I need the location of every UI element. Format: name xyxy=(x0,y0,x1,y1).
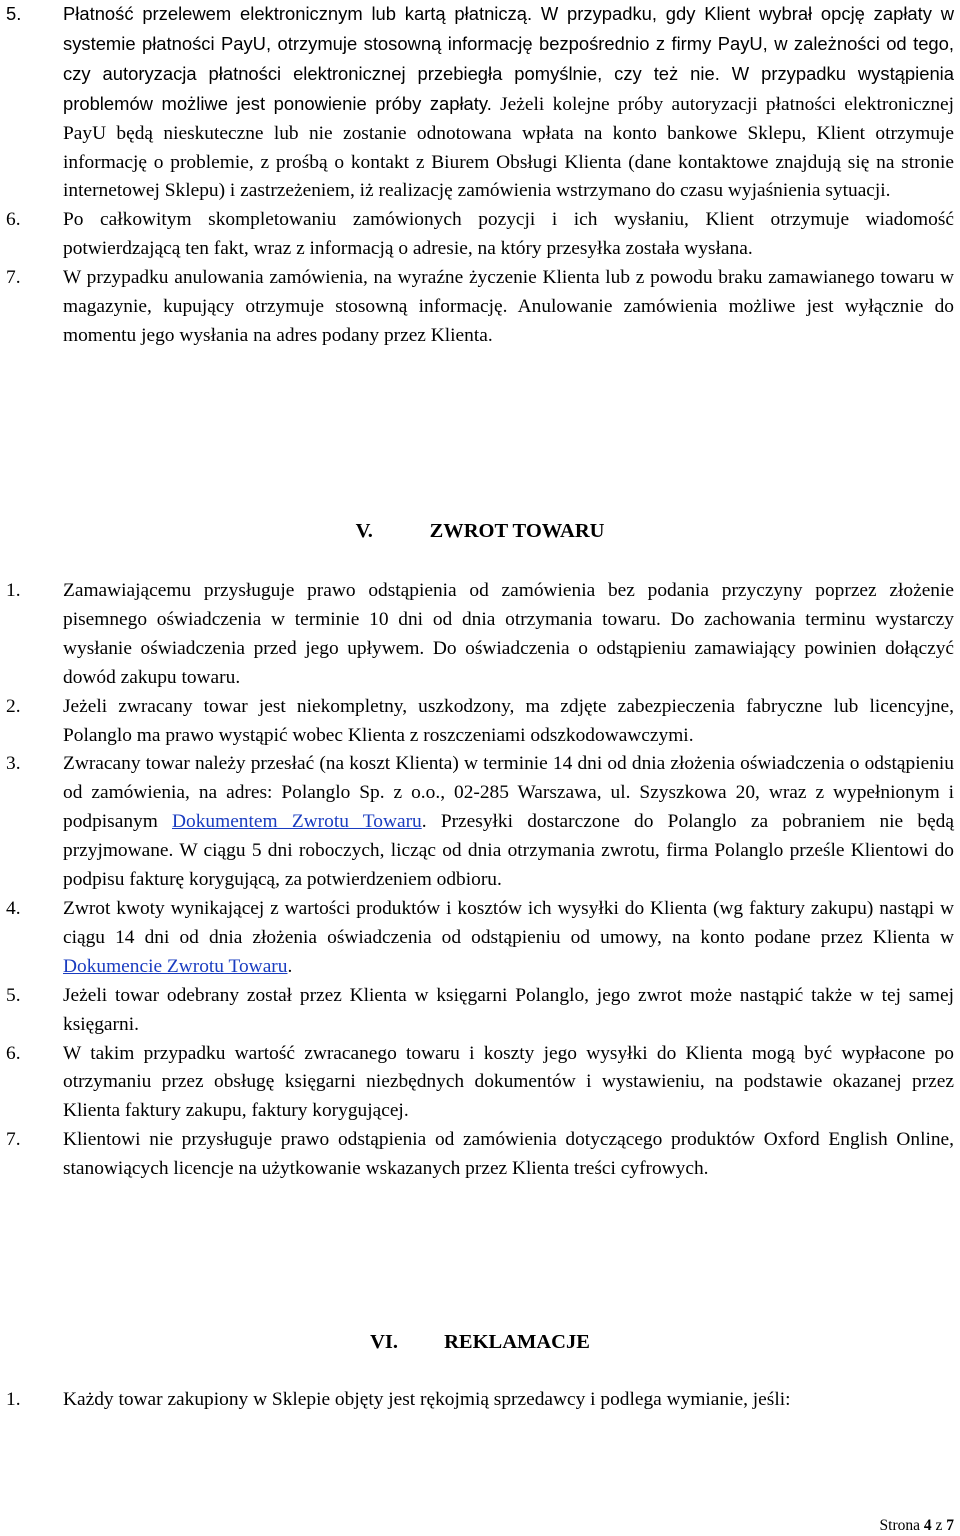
item-number: 4. xyxy=(6,897,21,919)
item-text: . xyxy=(287,955,293,977)
item-text-continuation: Jeżeli kolejne próby autoryzacji płatności elektronicznej PayU będą nieskuteczne lub nie zostanie odnotowana wpłata na konto bankowe Sklepu, Klient otrzymuje informację o problemie, z prośbą o kontakt z Biurem Obsługi Klienta (dane kontaktowe znajdują się na stronie internetowej Sklepu) i zastrzeżeniem, iż realizację zamówienia wstrzymano do czasu wyjaśnienia sytuacji. xyxy=(63,93,955,202)
section-title: REKLAMACJE xyxy=(444,1331,590,1353)
list-item xyxy=(0,1040,960,1127)
item-text: Zamawiającemu przysługuje prawo odstąpienia od zamówienia bez podania przyczyny poprzez złożenie pisemnego oświadczenia w terminie 10 dni od dnia otrzymania towaru. Do zachowania terminu wystarczy wysłanie oświadczenia przed jego upływem. Do oświadczenia o odstąpieniu zamawiający powinien dołączyć dowód zakupu towaru. xyxy=(63,580,954,688)
section-number: VI. xyxy=(370,1331,399,1353)
list-item xyxy=(0,0,960,206)
item-text: Zwrot kwoty wynikającej z wartości produktów i kosztów ich wysyłki do Klienta (wg faktury zakupu) nastąpi w ciągu 14 dni od dnia złożenia oświadczenia od odstąpieniu od umowy, na konto podane przez Klienta w xyxy=(63,897,954,948)
section-title: ZWROT TOWARU xyxy=(429,520,605,542)
item-number: 3. xyxy=(6,753,21,775)
item-text: Jeżeli towar odebrany został przez Klienta w księgarni Polanglo, jego zwrot może nastąpić także w tej samej księgarni. xyxy=(63,984,954,1035)
list-item xyxy=(0,693,960,751)
return-document-link[interactable]: Dokumencie Zwrotu Towaru xyxy=(63,955,288,977)
page-number-footer xyxy=(880,1516,954,1536)
item-text-payu: Płatność przelewem elektronicznym lub kartą płatniczą. W przypadku, gdy Klient wybrał opcję zapłaty w systemie płatności PayU, otrzymuje stosowną informację bezpośrednio z firmy PayU, w zależności od tego, czy autoryzacja płatności elektronicznej przebiegła pomyślnie, czy też nie. W przypadku wystąpienia problemów możliwe jest ponowienie próby zapłaty. xyxy=(63,3,954,114)
item-text: W przypadku anulowania zamówienia, na wyraźne życzenie Klienta lub z powodu braku zamawianego towaru w magazynie, kupujący otrzymuje stosowną informację. Anulowanie zamówienia możliwe jest wyłącznie do momentu jego wysłania na adres podany przez Klienta. xyxy=(63,267,954,346)
item-number: 7. xyxy=(6,267,21,289)
page-label: Strona xyxy=(879,1517,920,1534)
item-number: 6. xyxy=(6,209,21,231)
item-text: Zwracany towar należy przesłać (na koszt Klienta) w terminie 14 dni od dnia złożenia oświadczenia o odstąpieniu od zamówienia, na adres: Polanglo Sp. z o.o., 02-285 Warszawa, ul. Szyszkowa 20, wraz z wypełnionym i podpisanym xyxy=(63,753,954,833)
list-item xyxy=(0,577,960,693)
section-iv-continuation xyxy=(0,0,960,351)
item-number: 1. xyxy=(6,580,21,601)
section-heading-reklamacje xyxy=(0,1328,960,1356)
item-text: Jeżeli zwracany towar jest niekompletny, uszkodzony, ma zdjęte zabezpieczenia fabryczne lub licencyjne, Polanglo ma prawo wystąpić wobec Klienta z roszczeniami odszkodowawczymi. xyxy=(63,695,954,746)
current-page: 4 xyxy=(923,1517,932,1534)
item-number: 7. xyxy=(6,1129,21,1151)
item-number: 6. xyxy=(6,1042,21,1064)
section-v-list xyxy=(0,577,960,1184)
item-text: . Przesyłki dostarczone do Polanglo za pobraniem nie będą przyjmowane. W ciągu 5 dni roboczych, licząc od dnia otrzymania zwrotu, firma Polanglo prześle Klientowi do podpisu fakturę korygującą, za potwierdzeniem odbioru. xyxy=(63,811,954,891)
item-number: 5. xyxy=(6,3,22,24)
list-item xyxy=(0,895,960,982)
section-heading-zwrot-towaru xyxy=(0,517,960,545)
return-document-link[interactable]: Dokumentem Zwrotu Towaru xyxy=(172,811,422,833)
item-text: W takim przypadku wartość zwracanego towaru i koszty jego wysyłki do Klienta mogą być wypłacone po otrzymaniu przez obsługę księgarni niezbędnych dokumentów i wystawieniu, na podstawie okazanej przez Klienta faktury zakupu, faktury korygującej. xyxy=(63,1042,954,1122)
list-item xyxy=(0,1126,960,1184)
item-number: 5. xyxy=(6,984,21,1006)
list-item xyxy=(0,206,960,264)
item-text: Klientowi nie przysługuje prawo odstąpienia od zamówienia dotyczącego produktów Oxford English Online, stanowiących licencje na użytkowanie wskazanych przez Klienta treści cyfrowych. xyxy=(63,1129,954,1180)
list-item xyxy=(0,264,960,351)
item-number: 1. xyxy=(6,1389,21,1410)
item-number: 2. xyxy=(6,695,21,717)
total-pages: 7 xyxy=(946,1517,954,1534)
list-item xyxy=(0,982,960,1040)
item-text: Każdy towar zakupiony w Sklepie objęty jest rękojmią sprzedawcy i podlega wymianie, jeśli: xyxy=(63,1389,791,1410)
section-number: V. xyxy=(355,520,373,542)
list-item xyxy=(0,750,960,895)
list-item xyxy=(0,1386,960,1415)
item-text: Po całkowitym skompletowaniu zamówionych pozycji i ich wysłaniu, Klient otrzymuje wiadomość potwierdzającą ten fakt, wraz z informacją o adresie, na który przesyłka została wysłana. xyxy=(63,209,954,260)
page-separator: z xyxy=(935,1517,943,1534)
section-vi-list xyxy=(0,1386,960,1415)
